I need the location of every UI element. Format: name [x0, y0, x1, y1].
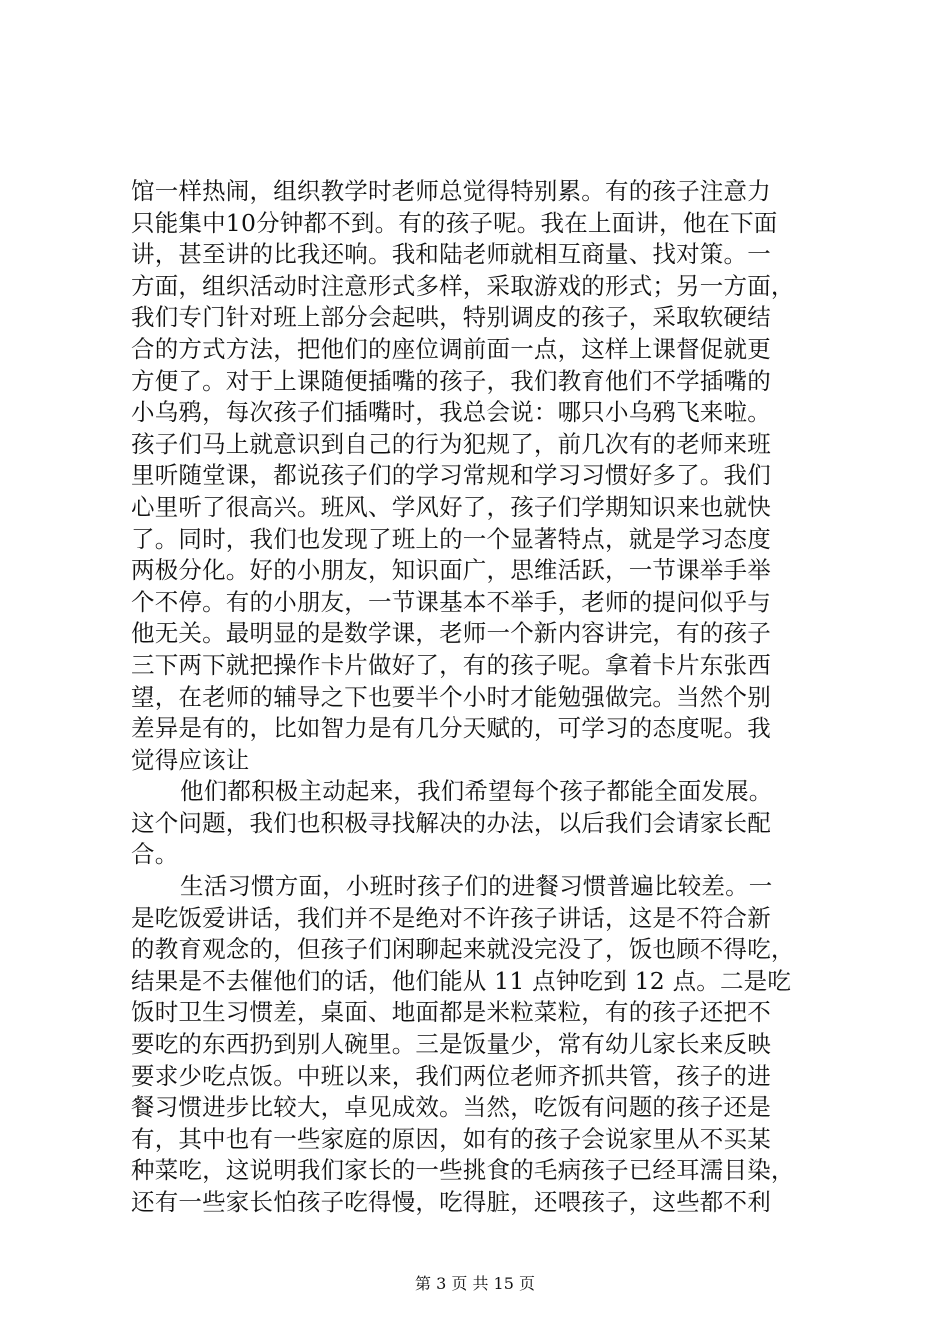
text-line: 饭时卫生习惯差，桌面、地面都是米粒菜粒，有的孩子还把不 [131, 998, 771, 1027]
text-line: 有，其中也有一些家庭的原因，如有的孩子会说家里从不买某 [131, 1124, 771, 1153]
text-line: 只能集中10分钟都不到。有的孩子呢。我在上面讲，他在下面 [131, 208, 778, 237]
page-number-footer: 第 3 页 共 15 页 [415, 1274, 535, 1293]
text-line: 还有一些家长怕孩子吃得慢，吃得脏，还喂孩子，这些都不利 [131, 1188, 771, 1216]
text-line: 馆一样热闹，组织教学时老师总觉得特别累。有的孩子注意力 [131, 177, 771, 205]
text-line: 的教育观念的，但孩子们闲聊起来就没完没了，饭也顾不得吃， [131, 935, 795, 964]
text-line: 两极分化。好的小朋友，知识面广，思维活跃，一节课举手举 [131, 556, 771, 585]
text-line: 了。同时，我们也发现了班上的一个显著特点，就是学习态度 [131, 524, 771, 553]
text-line: 三下两下就把操作卡片做好了，有的孩子呢。拿着卡片东张西 [131, 650, 771, 679]
text-line: 方便了。对于上课随便插嘴的孩子，我们教育他们不学插嘴的 [131, 366, 771, 395]
text-line: 是吃饭爱讲话，我们并不是绝对不许孩子讲话，这是不符合新 [131, 903, 771, 932]
text-line: 要吃的东西扔到别人碗里。三是饭量少，常有幼儿家长来反映 [131, 1030, 771, 1059]
text-line: 觉得应该让 [131, 745, 250, 774]
text-line: 要求少吃点饭。中班以来，我们两位老师齐抓共管，孩子的进 [131, 1061, 771, 1090]
text-line: 望，在老师的辅导之下也要半个小时才能勉强做完。当然个别 [131, 682, 771, 711]
text-line: 小乌鸦，每次孩子们插嘴时，我总会说：哪只小乌鸦飞来啦。 [131, 398, 771, 427]
text-line: 讲，甚至讲的比我还响。我和陆老师就相互商量、找对策。一 [131, 240, 771, 269]
text-line: 种菜吃，这说明我们家长的一些挑食的毛病孩子已经耳濡目染， [131, 1156, 795, 1185]
text-line: 方面，组织活动时注意形式多样，采取游戏的形式；另一方面， [131, 271, 795, 300]
text-line: 孩子们马上就意识到自己的行为犯规了，前几次有的老师来班 [131, 429, 771, 458]
text-line: 我们专门针对班上部分会起哄，特别调皮的孩子，采取软硬结 [131, 303, 771, 332]
text-line: 餐习惯进步比较大，卓见成效。当然，吃饭有问题的孩子还是 [131, 1093, 771, 1122]
text-line: 心里听了很高兴。班风、学风好了，孩子们学期知识来也就快 [131, 492, 771, 521]
text-line: 合的方式方法，把他们的座位调前面一点，这样上课督促就更 [131, 334, 771, 363]
text-line: 差异是有的，比如智力是有几分天赋的，可学习的态度呢。我 [131, 714, 771, 743]
text-line: 个不停。有的小朋友，一节课基本不举手，老师的提问似乎与 [131, 587, 771, 616]
text-line: 里听随堂课，都说孩子们的学习常规和学习习惯好多了。我们 [131, 461, 771, 490]
text-line: 他无关。最明显的是数学课，老师一个新内容讲完，有的孩子 [131, 619, 771, 648]
paragraph-start-line: 他们都积极主动起来，我们希望每个孩子都能全面发展。 [180, 777, 773, 806]
body-text [131, 176, 831, 1219]
paragraph-start-line: 生活习惯方面，小班时孩子们的进餐习惯普遍比较差。一 [180, 872, 773, 901]
text-line: 合。 [131, 840, 179, 869]
text-line: 结果是不去催他们的话，他们能从 11 点钟吃到 12 点。二是吃 [131, 966, 792, 995]
text-line: 这个问题，我们也积极寻找解决的办法，以后我们会请家长配 [131, 808, 771, 837]
